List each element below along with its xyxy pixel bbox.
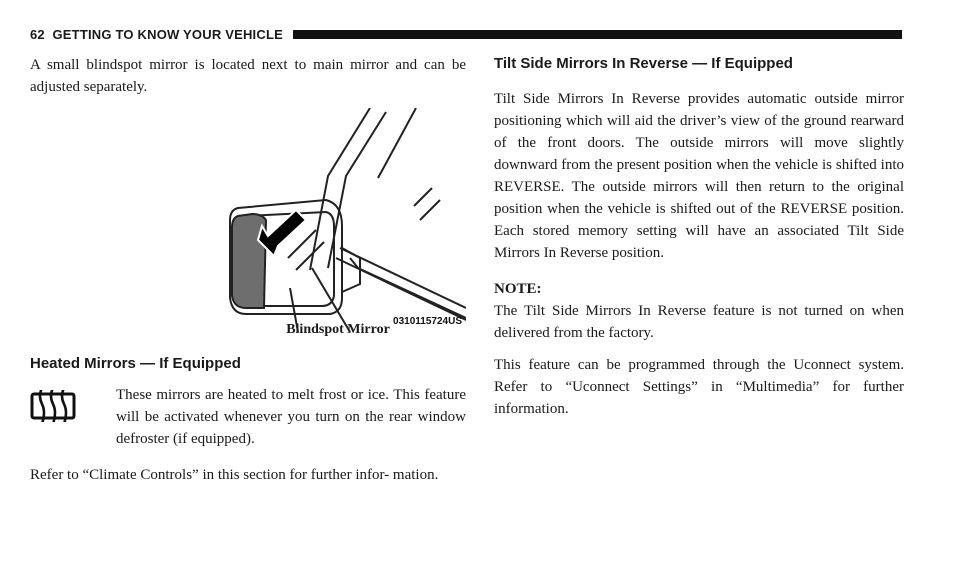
- tilt-mirrors-heading: Tilt Side Mirrors In Reverse — If Equipped: [494, 55, 793, 72]
- heated-mirrors-section: [30, 384, 466, 450]
- heated-mirrors-heading: Heated Mirrors — If Equipped: [30, 355, 241, 372]
- header-text: [30, 27, 283, 42]
- note-text: The Tilt Side Mirrors In Reverse feature is not turned on when delivered from the factory.: [494, 303, 904, 341]
- header-rule: [293, 30, 902, 39]
- left-column: [30, 54, 466, 486]
- blindspot-mirror-illustration: [200, 108, 466, 332]
- right-column: [494, 54, 904, 420]
- tilt-description: Tilt Side Mirrors In Reverse provides automatic outside mirror positioning which will aid the driver’s view of the ground rearward of the front doors. The outside mirrors will move slightly downward from the present position when the vehicle is shifted into REVERSE. The outside mirrors will then return to the original position when the vehicle is shifted out of the REVERSE position. Each stored memory setting will have an associated Tilt Side Mirrors In Reverse position.: [494, 91, 904, 261]
- page-header: [30, 24, 902, 44]
- blindspot-mirror-figure: [200, 108, 466, 332]
- intro-paragraph: A small blindspot mirror is located next to main mirror and can be adjusted separately.: [30, 57, 466, 95]
- figure-caption: Blindspot Mirror: [286, 322, 390, 337]
- note-label: NOTE:: [494, 281, 542, 297]
- climate-reference: Refer to “Climate Controls” in this section for further infor- mation.: [30, 467, 439, 483]
- heated-mirrors-description: These mirrors are heated to melt frost or ice. This feature will be activated whenever you turn on the rear window defroster (if equipped).: [116, 387, 466, 447]
- figure-code: 0310115724US: [393, 316, 462, 327]
- rear-defroster-icon: [30, 384, 116, 450]
- page-number: 62: [30, 26, 45, 42]
- uconnect-reference: This feature can be programmed through the Uconnect system. Refer to “Uconnect Settings” in “Multimedia” for further information.: [494, 357, 904, 417]
- section-title: GETTING TO KNOW YOUR VEHICLE: [52, 26, 283, 42]
